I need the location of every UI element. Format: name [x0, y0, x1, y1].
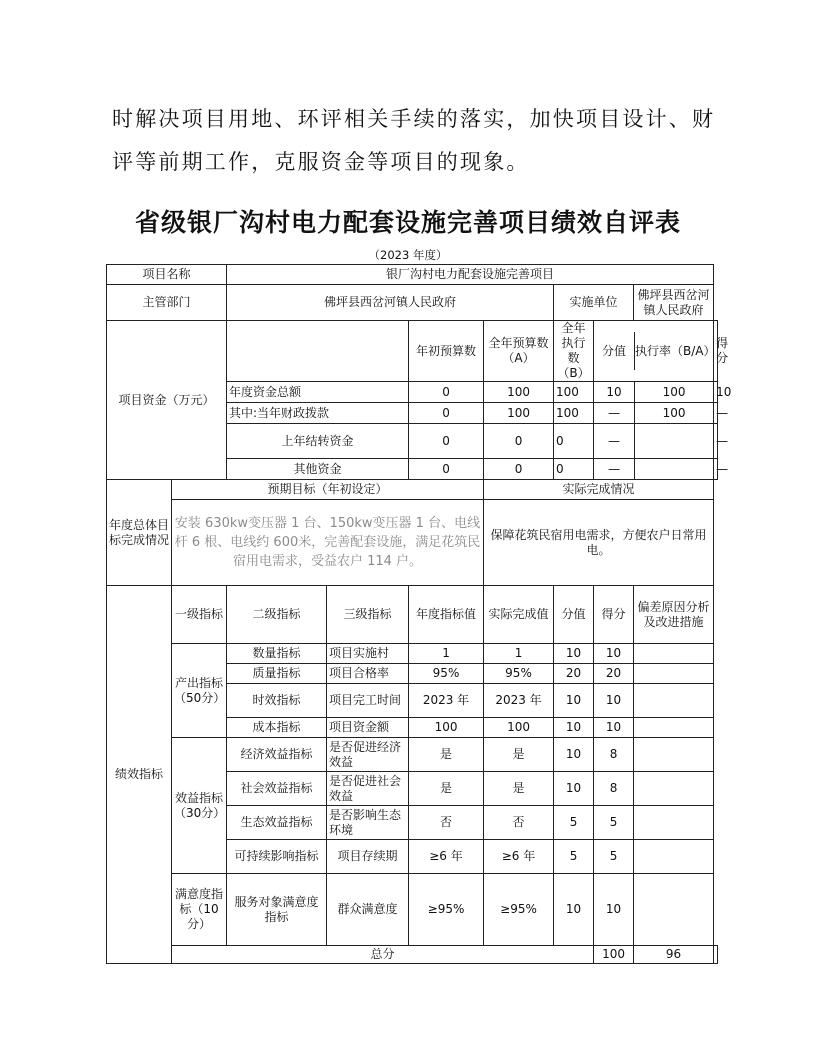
perf-target: 1: [409, 644, 484, 664]
table-year: （2023 年度）: [368, 248, 448, 262]
funds-cell: —: [714, 459, 718, 480]
funds-cell-group: [594, 424, 714, 459]
funds-cell: [635, 424, 713, 458]
perf-target: ≥95%: [409, 874, 484, 946]
perf-got: 8: [594, 738, 634, 772]
perf-got: 5: [594, 840, 634, 874]
perf-actual: 是: [484, 738, 554, 772]
funds-header: 执行率（B/A）: [635, 343, 716, 358]
perf-score: 10: [554, 718, 594, 738]
perf-l3: 项目资金额: [327, 718, 409, 738]
perf-target: 2023 年: [409, 684, 484, 718]
project-name-label: 项目名称: [107, 265, 227, 285]
perf-target: 否: [409, 806, 484, 840]
perf-header: 分值: [554, 586, 594, 644]
perf-l2: 数量指标: [227, 644, 327, 664]
perf-actual: 2023 年: [484, 684, 554, 718]
perf-actual: 是: [484, 772, 554, 806]
perf-target: 是: [409, 772, 484, 806]
goals-label: 年度总体目标完成情况: [107, 480, 172, 586]
perf-score: 10: [554, 874, 594, 946]
funds-cell: 0: [554, 424, 594, 459]
expected-label: 预期目标（年初设定）: [172, 480, 484, 500]
funds-cell-group: [594, 382, 714, 403]
funds-cell: 0: [409, 382, 484, 403]
funds-cell: 100: [554, 382, 594, 403]
perf-got: 10: [594, 874, 634, 946]
perf-actual: 1: [484, 644, 554, 664]
perf-l3: 是否促进经济效益: [327, 738, 409, 772]
funds-header: 全年执行数（B）: [554, 321, 594, 382]
actual-result: 保障花筑民宿用电需求，方便农户日常用电。: [484, 500, 714, 586]
funds-row-name: 上年结转资金: [227, 424, 409, 459]
perf-group-name: 效益指标（30分）: [172, 738, 227, 874]
perf-header: 偏差原因分析及改进措施: [634, 586, 714, 644]
perf-group-name: 产出指标（50分）: [172, 644, 227, 738]
perf-header: 得分: [594, 586, 634, 644]
perf-note: [634, 874, 714, 946]
dept-value: 佛坪县西岔河镇人民政府: [227, 285, 554, 321]
total-note: [714, 946, 718, 964]
perf-score: 20: [554, 664, 594, 684]
perf-got: 10: [594, 718, 634, 738]
funds-cell: 100: [484, 382, 554, 403]
funds-cell: 10: [714, 382, 718, 403]
table-title: 省级银厂沟村电力配套设施完善项目绩效自评表: [134, 208, 681, 237]
funds-row-name: 年度资金总额: [227, 382, 409, 403]
perf-l2: 质量指标: [227, 664, 327, 684]
perf-header: 实际完成值: [484, 586, 554, 644]
funds-cell: 0: [409, 403, 484, 424]
perf-header: 三级指标: [327, 586, 409, 644]
funds-cell: 0: [484, 459, 554, 480]
perf-score: 5: [554, 840, 594, 874]
funds-cell: [635, 459, 713, 479]
funds-cell: 100: [554, 403, 594, 424]
perf-actual: 100: [484, 718, 554, 738]
funds-cell: 10: [594, 382, 635, 402]
total-got: 96: [634, 946, 714, 964]
perf-header: 二级指标: [227, 586, 327, 644]
funds-header-blank: [227, 321, 409, 382]
perf-l2: 服务对象满意度指标: [227, 874, 327, 946]
perf-target: 是: [409, 738, 484, 772]
perf-score: 10: [554, 738, 594, 772]
perf-l3: 项目合格率: [327, 664, 409, 684]
funds-cell: —: [714, 424, 718, 459]
perf-actual: ≥95%: [484, 874, 554, 946]
perf-actual: ≥6 年: [484, 840, 554, 874]
perf-l3: 项目实施村: [327, 644, 409, 664]
funds-cell: —: [594, 403, 635, 423]
perf-l2: 可持续影响指标: [227, 840, 327, 874]
perf-label: 绩效指标: [107, 586, 172, 964]
perf-note: [634, 840, 714, 874]
perf-got: 10: [594, 644, 634, 664]
impl-value: 佛坪县西岔河镇人民政府: [634, 285, 714, 321]
perf-header: 年度指标值: [409, 586, 484, 644]
funds-header: 得分: [714, 321, 718, 382]
funds-cell: —: [714, 403, 718, 424]
funds-label: 项目资金（万元）: [107, 321, 227, 480]
perf-l3: 项目存续期: [327, 840, 409, 874]
perf-l2: 社会效益指标: [227, 772, 327, 806]
funds-cell-group: [594, 459, 714, 480]
project-name: 银厂沟村电力配套设施完善项目: [227, 265, 714, 285]
funds-cell: —: [594, 424, 635, 458]
funds-header-group: [594, 321, 714, 382]
funds-cell: 0: [409, 459, 484, 480]
funds-cell: 0: [484, 424, 554, 459]
perf-note: [634, 644, 714, 664]
perf-header: 一级指标: [172, 586, 227, 644]
perf-note: [634, 738, 714, 772]
funds-cell-group: [594, 403, 714, 424]
actual-label: 实际完成情况: [484, 480, 714, 500]
funds-cell: 0: [409, 424, 484, 459]
impl-label: 实施单位: [554, 285, 634, 321]
perf-note: [634, 718, 714, 738]
funds-cell: 0: [554, 459, 594, 480]
expected-goal: 安装 630kw变压器 1 台、150kw变压器 1 台、电线杆 6 根、电线约 600米，完善配套设施，满足花筑民宿用电需求，受益农户 114 户。: [172, 500, 484, 586]
perf-score: 10: [554, 684, 594, 718]
perf-l2: 经济效益指标: [227, 738, 327, 772]
perf-group-name: 满意度指标（10分）: [172, 874, 227, 946]
evaluation-table: [106, 264, 732, 964]
perf-target: ≥6 年: [409, 840, 484, 874]
funds-header: 全年预算数（A）: [484, 321, 554, 382]
perf-note: [634, 772, 714, 806]
perf-got: 8: [594, 772, 634, 806]
perf-target: 100: [409, 718, 484, 738]
perf-score: 10: [554, 644, 594, 664]
perf-l3: 是否促进社会效益: [327, 772, 409, 806]
funds-cell: 100: [662, 405, 686, 420]
perf-l2: 成本指标: [227, 718, 327, 738]
perf-l3: 是否影响生态环境: [327, 806, 409, 840]
perf-got: 10: [594, 684, 634, 718]
perf-actual: 95%: [484, 664, 554, 684]
perf-l2: 时效指标: [227, 684, 327, 718]
perf-actual: 否: [484, 806, 554, 840]
perf-l2: 生态效益指标: [227, 806, 327, 840]
funds-cell: 100: [484, 403, 554, 424]
intro-paragraph: 时解决项目用地、环评相关手续的落实，加快项目设计、财评等前期工作，克服资金等项目的现象。: [112, 107, 716, 174]
funds-header: 年初预算数: [409, 321, 484, 382]
perf-score: 5: [554, 806, 594, 840]
perf-got: 20: [594, 664, 634, 684]
perf-l3: 群众满意度: [327, 874, 409, 946]
perf-note: [634, 664, 714, 684]
funds-header: 分值: [594, 332, 635, 370]
perf-target: 95%: [409, 664, 484, 684]
funds-row-name: 其他资金: [227, 459, 409, 480]
funds-row-name: 其中:当年财政拨款: [227, 403, 409, 424]
funds-cell: 100: [662, 384, 686, 399]
total-label: 总分: [172, 946, 594, 964]
perf-note: [634, 806, 714, 840]
perf-note: [634, 684, 714, 718]
perf-l3: 项目完工时间: [327, 684, 409, 718]
dept-label: 主管部门: [107, 285, 227, 321]
total-score: 100: [594, 946, 634, 964]
funds-cell: —: [594, 459, 635, 479]
perf-got: 5: [594, 806, 634, 840]
perf-score: 10: [554, 772, 594, 806]
